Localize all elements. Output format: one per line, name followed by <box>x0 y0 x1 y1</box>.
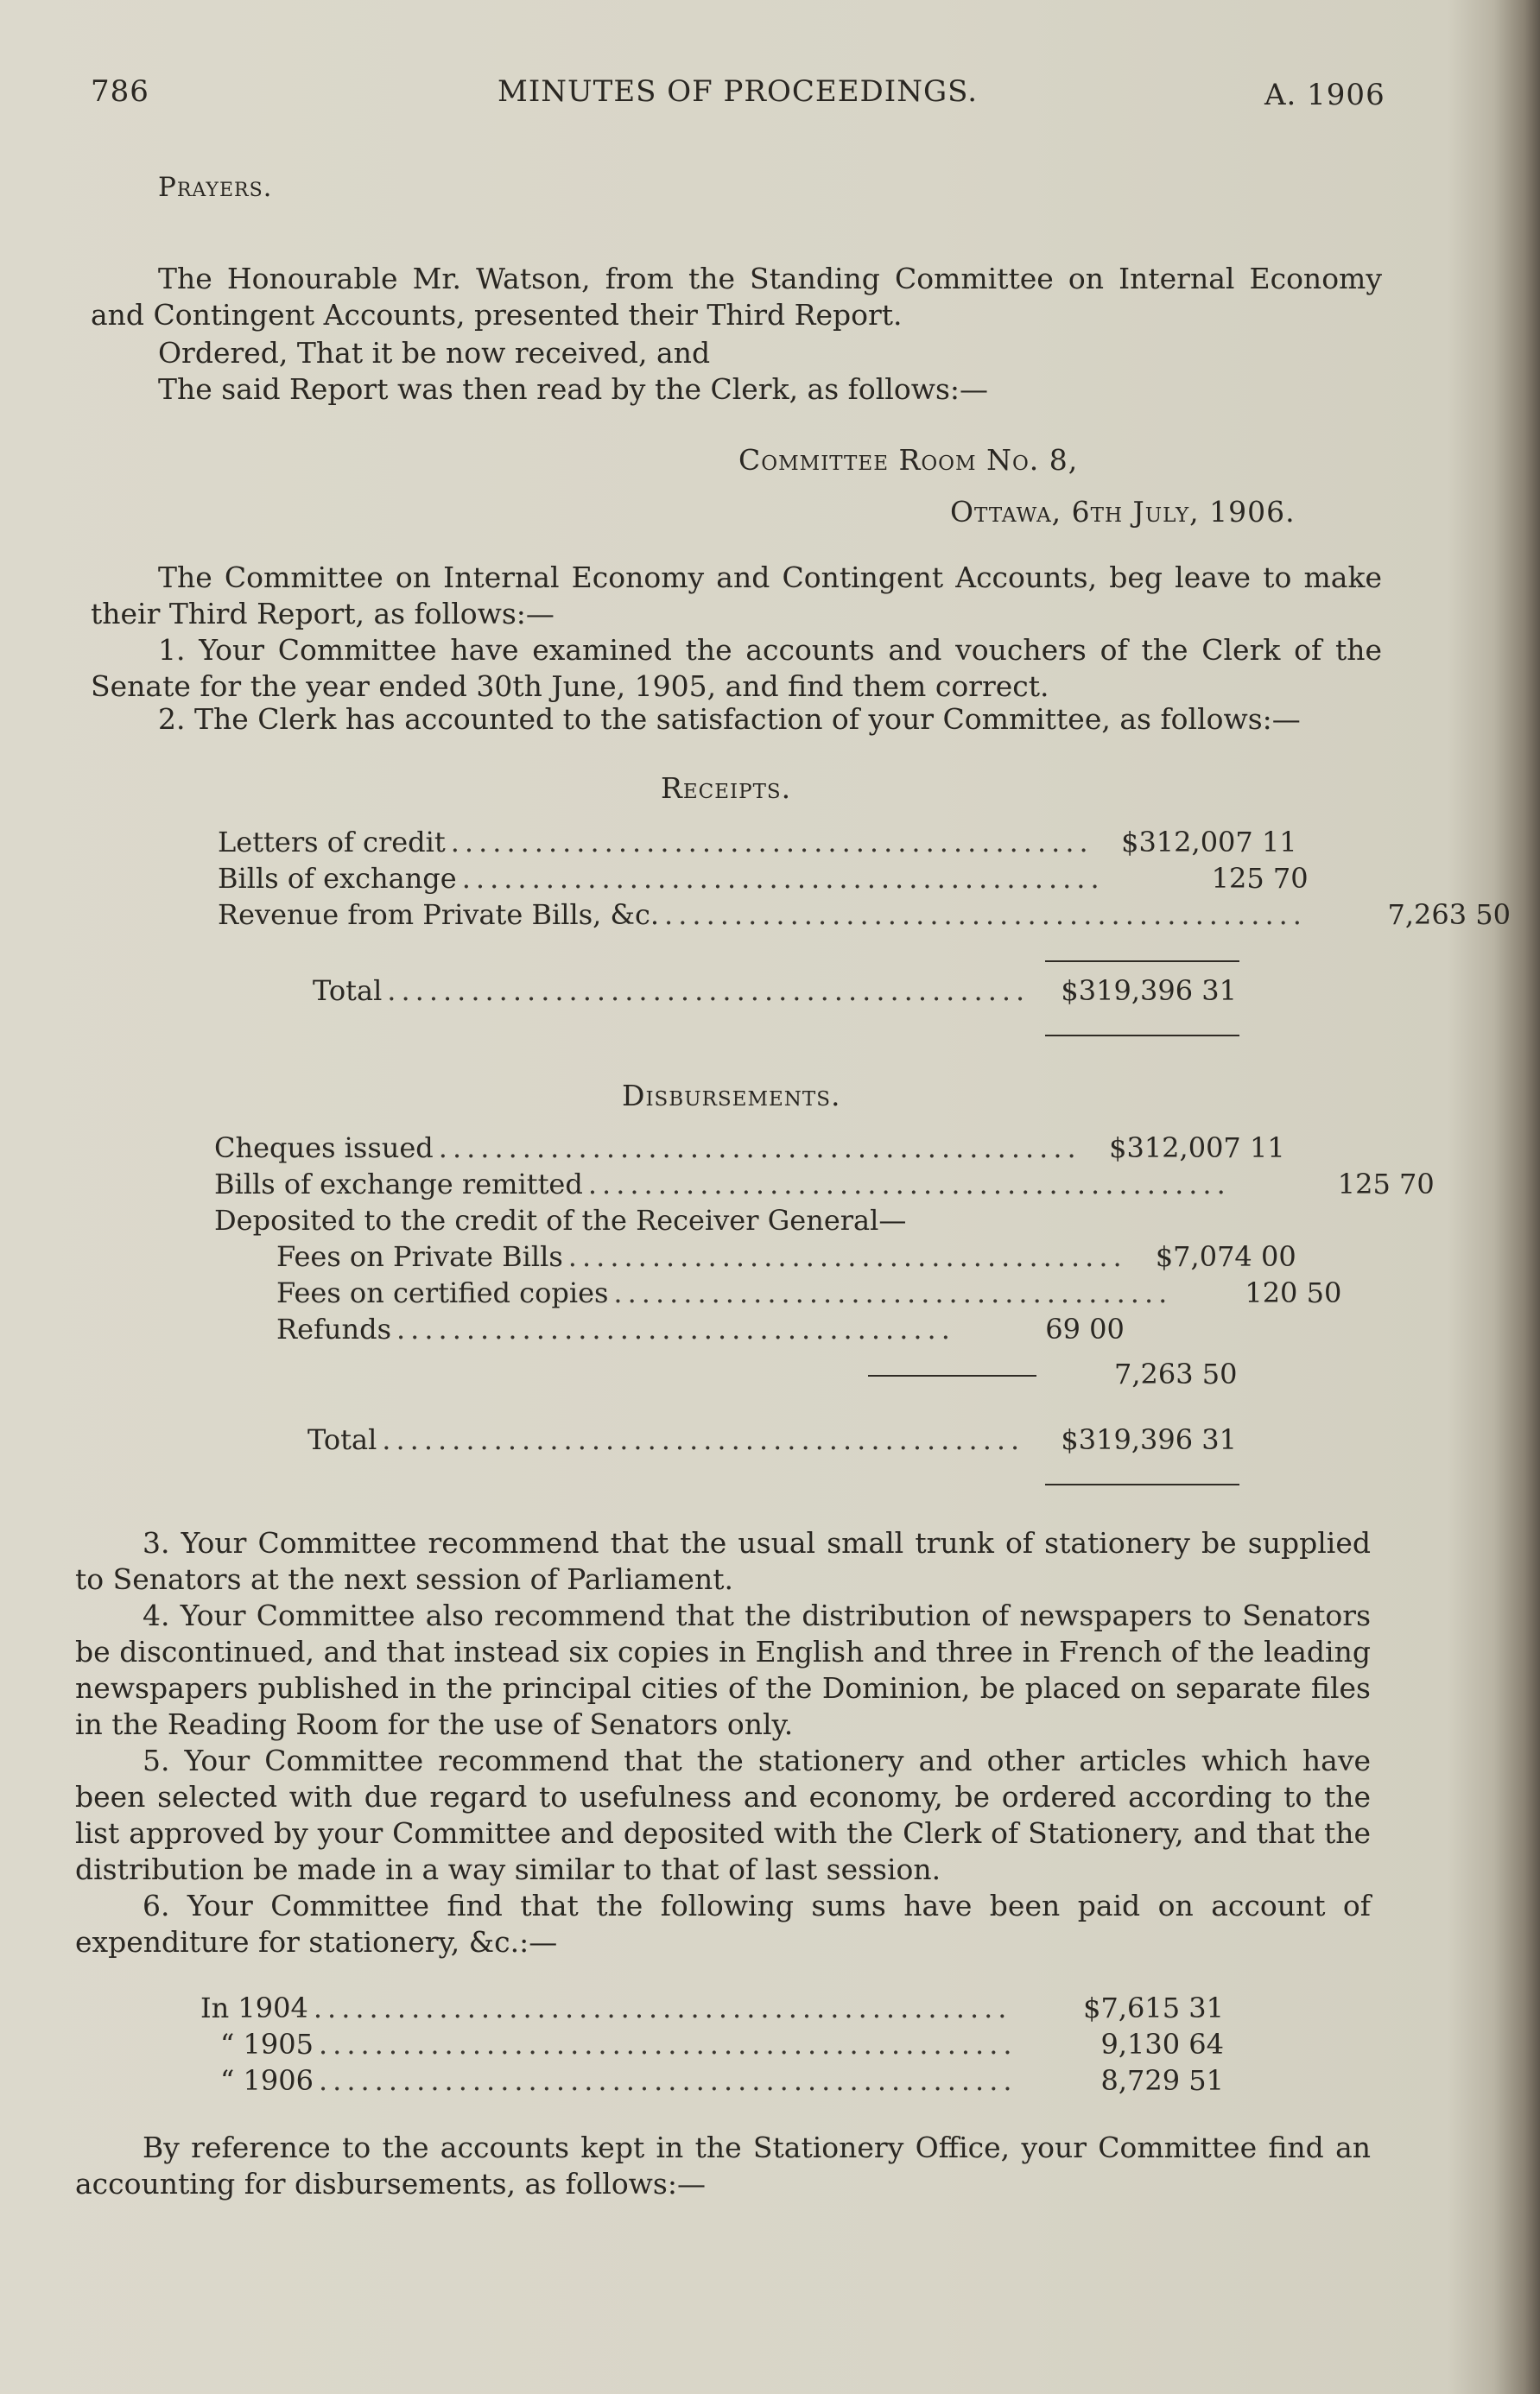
recommendation-5: 5. Your Committee recommend that the stationery and other articles which have been selected with due regard to usefulness and economy, be ordered according to the list approved by your Committee and deposited with the Clerk of Stationery, and that the distribution be made in a way similar to that of last session. <box>75 1744 1371 1886</box>
running-title: MINUTES OF PROCEEDINGS. <box>497 74 979 109</box>
stationery-sum-row: In 1904 .................................................. $7,615 31 <box>200 1992 1224 2024</box>
disbursements-heading: Disbursements. <box>622 1079 841 1112</box>
total-rule <box>1045 1035 1239 1036</box>
subtotal-rule <box>868 1375 1036 1377</box>
closing-paragraph: By reference to the accounts kept in the Stationery Office, your Committee find an accounting for disbursements, as follows:— <box>75 2131 1371 2201</box>
report-opening: The Committee on Internal Economy and Contingent Accounts, beg leave to make their Third Report, as follows:— <box>91 560 1382 630</box>
report-item-2: 2. The Clerk has accounted to the satisfaction of your Committee, as follows:— <box>158 702 1301 736</box>
recommendation-6: 6. Your Committee find that the following sums have been paid on account of expenditure for stationery, &c.:— <box>75 1889 1371 1959</box>
deposit-sub-row: Fees on certified copies ........................................ 120 50 <box>276 1276 1342 1309</box>
total-rule <box>1045 1484 1239 1485</box>
read-line: The said Report was then read by the Clerk, as follows:— <box>158 372 989 406</box>
receipts-total: Total .............................................. $319,396 31 <box>313 974 1237 1007</box>
disbursement-row: Cheques issued .............................................. $312,007 11 <box>214 1131 1285 1164</box>
sum-rule <box>1045 960 1239 962</box>
receipts-heading: Receipts. <box>661 771 792 805</box>
intro-paragraph: The Honourable Mr. Watson, from the Standing Committee on Internal Economy and Contingent Accounts, presented their Third Report. <box>91 262 1382 332</box>
disbursements-total: Total .............................................. $319,396 31 <box>307 1423 1237 1456</box>
stationery-sum-row: “ 1906 .................................................. 8,729 51 <box>220 2064 1224 2097</box>
deposit-sub-row: Refunds ........................................ 69 00 <box>276 1313 1125 1346</box>
deposit-sub-row: Fees on Private Bills ........................................ $7,074 00 <box>276 1240 1296 1273</box>
report-item-1: 1. Your Committee have examined the accounts and vouchers of the Clerk of the Senate for the year ended 30th June, 1905, and find them correct. <box>91 633 1382 703</box>
receipt-row: Revenue from Private Bills, &c. .............................................. 7,263 50 <box>218 898 1511 931</box>
receipt-row: Letters of credit .............................................. $312,007 11 <box>218 826 1297 858</box>
ordered-line: Ordered, That it be now received, and <box>158 336 711 370</box>
recommendation-4: 4. Your Committee also recommend that the distribution of newspapers to Senators be discontinued, and that instead six copies in English and three in French of the leading newspapers published in the principal cities of the Dominion, be placed on separate files in the Reading Room for the use of Senators only. <box>75 1599 1371 1741</box>
session-year: A. 1906 <box>1264 78 1385 112</box>
place-date: Ottawa, 6th July, 1906. <box>950 495 1296 529</box>
disbursement-row: Bills of exchange remitted .............................................. 125 70 <box>214 1168 1435 1200</box>
section-heading: Prayers. <box>158 172 273 203</box>
receipt-row: Bills of exchange .............................................. 125 70 <box>218 862 1309 895</box>
deposit-label: Deposited to the credit of the Receiver General— <box>214 1204 907 1237</box>
committee-room: Committee Room No. 8, <box>738 443 1079 477</box>
deposit-subtotal: 7,263 50 <box>1114 1358 1238 1390</box>
stationery-sum-row: “ 1905 .................................................. 9,130 64 <box>220 2028 1224 2061</box>
recommendation-3: 3. Your Committee recommend that the usual small trunk of stationery be supplied to Senators at the next session of Parliament. <box>75 1526 1371 1596</box>
page-number: 786 <box>91 74 149 109</box>
